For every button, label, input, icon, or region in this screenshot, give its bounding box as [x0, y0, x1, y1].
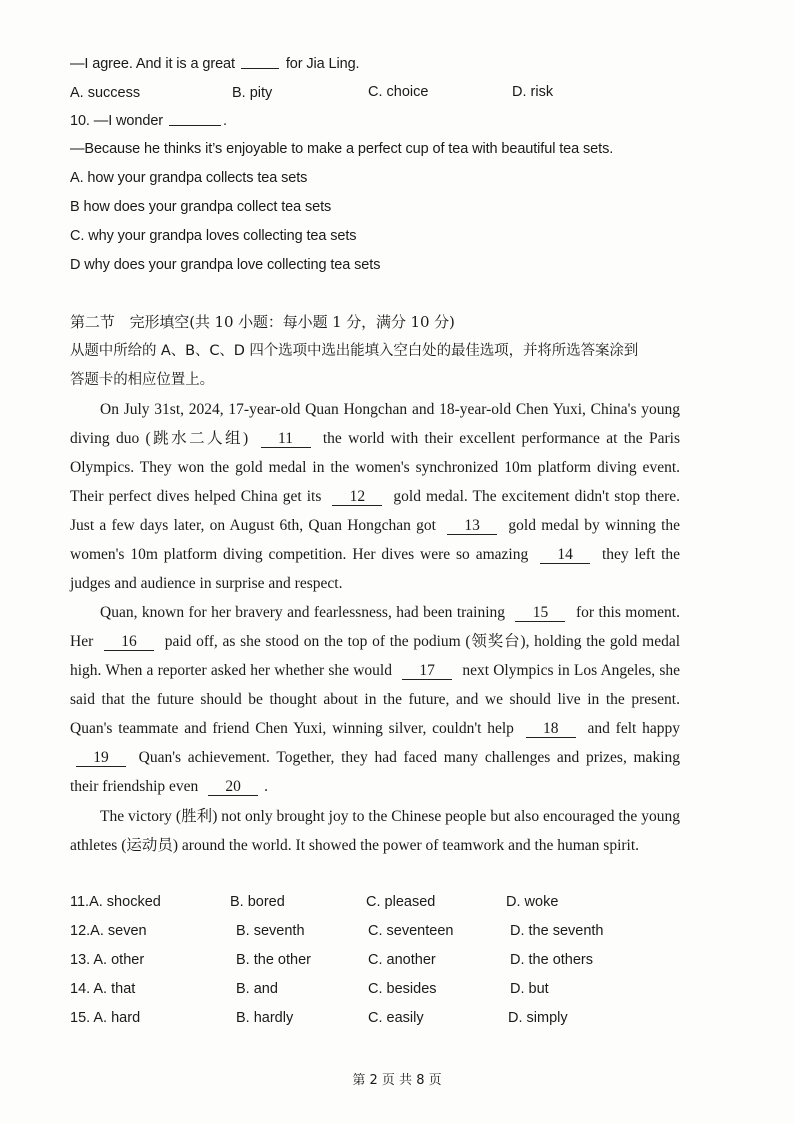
- option-13-d: D. the others: [510, 952, 594, 968]
- passage-text: paid off, as she stood on the top of the podium (领奖台), holding the gold medal high. When a reporter asked her whether she would: [70, 633, 681, 679]
- section2-instruction-2: 答题卡的相应位置上。: [70, 372, 214, 388]
- option-12-a: 12.A. seven: [70, 923, 147, 939]
- answer-row-15: [70, 1010, 710, 1036]
- option-14-c: C. besides: [368, 981, 437, 997]
- section2-instruction-1: 从题中所给的 A、B、C、D 四个选项中选出能填入空白处的最佳选项，并将所选答案涂到: [70, 343, 639, 359]
- passage-text: Quan's achievement. Together, they had faced many challenges and prizes, making their friendship even: [70, 749, 680, 795]
- passage-paragraph-1: [70, 395, 680, 598]
- cloze-blank-18: 18: [526, 720, 576, 738]
- option-13-a: 13. A. other: [70, 952, 145, 968]
- option-14-d: D. but: [510, 981, 549, 997]
- option-11-b: B. bored: [230, 894, 285, 910]
- option-12-c: C. seventeen: [368, 923, 454, 939]
- answer-row-13: [70, 952, 710, 978]
- cloze-blank-13: 13: [447, 517, 497, 535]
- passage-text: On July 31st, 2024, 17-year-old Quan Hongchan and 18-year-old Chen Yuxi, China's young diving duo (跳水二人组): [70, 401, 680, 447]
- cloze-blank-11: 11: [261, 430, 311, 448]
- q9-option-c: C. choice: [368, 84, 429, 100]
- option-14-b: B. and: [236, 981, 278, 997]
- passage-text: The victory (胜利) not only brought joy to the Chinese people but also encouraged the young athletes (运动员) around the world. It showed the power of teamwork and the human spirit.: [70, 808, 680, 854]
- cloze-blank-14: 14: [540, 546, 590, 564]
- option-11-a: 11.A. shocked: [70, 894, 161, 910]
- q10-blank: [169, 113, 221, 126]
- q9-option-d: D. risk: [512, 84, 554, 100]
- q10-number: 10.: [70, 113, 90, 129]
- option-15-d: D. simply: [508, 1010, 568, 1026]
- q9-blank: [241, 56, 279, 69]
- passage-text: next Olympics in Los Angeles, she said that the future should be thought about in the future, and we should live in the present. Quan's teammate and friend Chen Yuxi, winning silver, couldn't help: [70, 662, 680, 737]
- cloze-blank-17: 17: [402, 662, 452, 680]
- option-11-d: D. woke: [506, 894, 559, 910]
- answer-row-11: [70, 894, 710, 920]
- page-footer: 第 2 页 共 8 页: [352, 1073, 442, 1088]
- cloze-blank-16: 16: [104, 633, 154, 651]
- q10-prompt: [70, 111, 227, 131]
- q10-option-b: B how does your grandpa collect tea sets: [70, 199, 332, 215]
- q9-option-a: A. success: [70, 85, 141, 101]
- option-15-a: 15. A. hard: [70, 1010, 141, 1026]
- passage-text: the world with their excellent performance at the Paris Olympics. They won the gold medal in the women's synchronized 10m platform diving event. Their perfect dives helped China get its: [70, 430, 681, 505]
- passage-paragraph-2: [70, 598, 680, 801]
- q10-prompt-pre: —I wonder: [93, 113, 164, 129]
- option-15-c: C. easily: [368, 1010, 424, 1026]
- cloze-blank-20: 20: [208, 778, 258, 796]
- q10-prompt-post: .: [222, 113, 227, 129]
- q9-option-b: B. pity: [232, 85, 273, 101]
- q9-prompt-pre: —I agree. And it is a great: [70, 56, 235, 72]
- cloze-blank-15: 15: [515, 604, 565, 622]
- option-13-b: B. the other: [236, 952, 311, 968]
- option-12-d: D. the seventh: [510, 923, 604, 939]
- passage-text: for this moment. Her: [70, 604, 680, 650]
- option-11-c: C. pleased: [366, 894, 436, 910]
- option-12-b: B. seventh: [236, 923, 305, 939]
- q10-option-a: A. how your grandpa collects tea sets: [70, 170, 308, 186]
- passage-text: and felt happy: [587, 720, 680, 737]
- passage-text: .: [264, 778, 269, 795]
- q9-prompt: [70, 54, 360, 74]
- q10-option-c: C. why your grandpa loves collecting tea sets: [70, 228, 357, 244]
- option-13-c: C. another: [368, 952, 436, 968]
- passage-text: gold medal by winning the women's 10m platform diving competition. Her dives were so amazing: [70, 517, 680, 563]
- q10-reply: —Because he thinks it’s enjoyable to make a perfect cup of tea with beautiful tea sets.: [70, 141, 614, 157]
- passage-text: gold medal. The excitement didn't stop there. Just a few days later, on August 6th, Quan Hongchan got: [70, 488, 681, 534]
- passage-paragraph-3: [70, 802, 680, 860]
- option-14-a: 14. A. that: [70, 981, 136, 997]
- passage-text: Quan, known for her bravery and fearlessness, had been training: [100, 604, 506, 621]
- section2-heading: 第二节 完形填空(共 10 小题：每小题 1 分，满分 10 分): [70, 313, 455, 331]
- answer-row-14: [70, 981, 710, 1007]
- cloze-blank-12: 12: [332, 488, 382, 506]
- passage-text: they left the judges and audience in surprise and respect.: [70, 546, 681, 592]
- cloze-blank-19: 19: [76, 749, 126, 767]
- option-15-b: B. hardly: [236, 1010, 294, 1026]
- q9-prompt-post: for Jia Ling.: [285, 56, 360, 72]
- q10-option-d: D why does your grandpa love collecting tea sets: [70, 257, 381, 273]
- answer-row-12: [70, 923, 710, 949]
